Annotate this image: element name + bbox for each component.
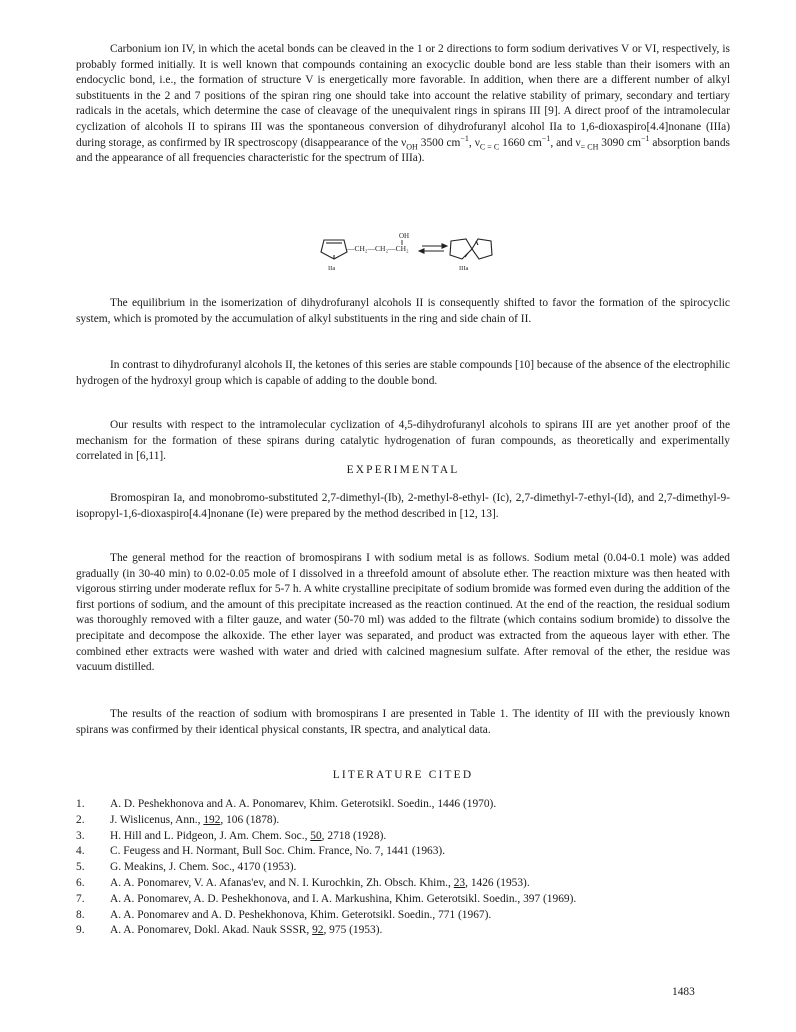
chemical-scheme-figure (318, 228, 518, 273)
paragraph-results-cyclization (76, 418, 730, 465)
page-number: 1483 (672, 986, 695, 998)
paragraph-general-method (76, 551, 730, 676)
reference-item: 9. A. A. Ponomarev, Dokl. Akad. Nauk SSSR, 92, 975 (1953). (76, 924, 383, 937)
side-chain-text: —CH₂—CH₂—CH₂ (347, 244, 409, 253)
reference-item: 1. A. D. Peshekhonova and A. A. Ponomarev, Khim. Geterotsikl. Soedin., 1446 (1970). (76, 798, 497, 810)
equilibrium-arrows (419, 244, 447, 253)
reference-item: 8. A. A. Ponomarev and A. D. Peshekhonova, Khim. Geterotsikl. Soedin., 771 (1967). (76, 908, 492, 921)
spiro-rings (450, 239, 492, 259)
reference-item: 7. A. A. Ponomarev, A. D. Peshekhonova, and I. A. Markushina, Khim. Geterotsikl. Soedin., 397 (1969). (76, 892, 577, 905)
dihydrofuran-ring (321, 240, 347, 259)
section-heading-literature: LITERATURE CITED (332, 769, 474, 781)
paragraph-text: Our results with respect to the intramolecular cyclization of 4,5-dihydrofuranyl alcohols to spirans III are yet another proof of the mechanism for the formation of these spirans during catalytic hydrogenation of furan compounds, as theoretically and experimentally correlated in [6,11]. (76, 419, 730, 463)
reference-item: 6. A. A. Ponomarev, V. A. Afanas'ev, and N. I. Kurochkin, Zh. Obsch. Khim., 23, 1426 (1953). (76, 876, 530, 889)
paragraph-text: Carbonium ion IV, in which the acetal bonds can be cleaved in the 1 or 2 directions to form sodium derivatives V or VI, respectively, is probably formed initially. It is well known that compounds containing an exocyclic double bond are less stable than their isomers with an endocyclic bond, i.e., the formation of structure V is energetically more favorable. In addition, when there are a different number of alkyl substituents in the 2 and 7 positions of the spiran ring one should take into account the relative stability of primary, secondary and tertiary radicals in the acetals, which determine the case of cleavage of the unequivalent rings in spirans III [9]. A direct proof of the intramolecular cyclization of alcohols II to spirans III was the spontaneous conversion of dihydrofuranyl alcohol IIa to 1,6-dioxaspiro[4.4]nonane (IIIa) during storage, as confirmed by IR spectroscopy (disappearance of the $\nu_{OH}$ 3500 $cm^{-1}$, $\nu_{C = C}$ 1660 $cm^{-1}$, and $\nu_{= CH}$ 3090 $cm^{-1}$ absorption bands and the appearance of all frequencies characteristic for the spectrum of IIIa). (76, 43, 730, 165)
compound-label-IIIa: IIIa (459, 265, 469, 272)
reference-item: 5. G. Meakins, J. Chem. Soc., 4170 (1953). (76, 861, 297, 874)
volume-number: 192 (203, 813, 221, 826)
reference-item: 3. H. Hill and L. Pidgeon, J. Am. Chem. Soc., 50, 2718 (1928). (76, 829, 387, 842)
paragraph-ketones (76, 358, 730, 389)
paragraph-text: The results of the reaction of sodium with bromospirans I are presented in Table 1. The identity of III with the previously known spirans was confirmed by their identical physical constants, IR spectra, and analytical data. (76, 708, 730, 736)
paragraph-text: The equilibrium in the isomerization of dihydrofuranyl alcohols II is consequently shifted to favor the formation of the spirocyclic system, which is promoted by the accumulation of alkyl substituents in the ring and side chain of II. (76, 297, 730, 325)
paragraph-text: Bromospiran Ia, and monobromo-substituted 2,7-dimethyl-(Ib), 2-methyl-8-ethyl- (Ic), 2,7-dimethyl-7-ethyl-(Id), and 2,7-dimethyl-9-isopropyl-1,6-dioxaspiro[4.4]nonane (Ie) were prepared by the method described in [12, 13]. (76, 492, 730, 520)
paragraph-text: The general method for the reaction of bromospirans I with sodium metal is as follows. Sodium metal (0.04-0.1 mole) was added gradually (in 30-40 min) to 0.02-0.05 mole of I dissolved in a threefold amount of absolute ether. The reaction mixture was then heated with vigorous stirring under moderate reflux for 5-7 h. A white crystalline precipitate of sodium bromide was formed even during the addition of the first portions of sodium, and the amount of this precipitate increased as the reaction continued. At the end of the reaction, the residual sodium was thoroughly removed with a filter gauze, and water (50-70 ml) was added to the filtrate (which contains sodium bromide) to dissolve the precipitate and decompose the alkoxide. The ether layer was separated, and product was extracted from the aqueous layer with ether. The combined ether extracts were washed with water and dried with calcined magnesium sulfate. After removal of the ether, the residue was vacuum distilled. (76, 552, 730, 674)
paragraph-table-results (76, 707, 730, 738)
reference-item: 4. C. Feugess and H. Normant, Bull Soc. Chim. France, No. 7, 1441 (1963). (76, 845, 446, 858)
volume-number: 92 (312, 924, 324, 937)
reference-list (76, 797, 736, 939)
paragraph-text: In contrast to dihydrofuranyl alcohols II, the ketones of this series are stable compounds [10] because of the absence of the electrophilic hydrogen of the hydroxyl group which is capable of adding to the double bond. (76, 359, 730, 387)
paragraph-carbonium-ion (76, 42, 730, 167)
compound-label-IIa: IIa (328, 265, 336, 272)
reference-item: 2. J. Wislicenus, Ann., 192, 106 (1878). (76, 813, 280, 826)
paragraph-equilibrium (76, 296, 730, 327)
hydroxyl-label: OH (399, 232, 410, 240)
volume-number: 23 (453, 876, 466, 889)
paragraph-bromospiran (76, 491, 730, 522)
volume-number: 50 (310, 829, 322, 842)
section-heading-experimental: EXPERIMENTAL (346, 464, 460, 476)
